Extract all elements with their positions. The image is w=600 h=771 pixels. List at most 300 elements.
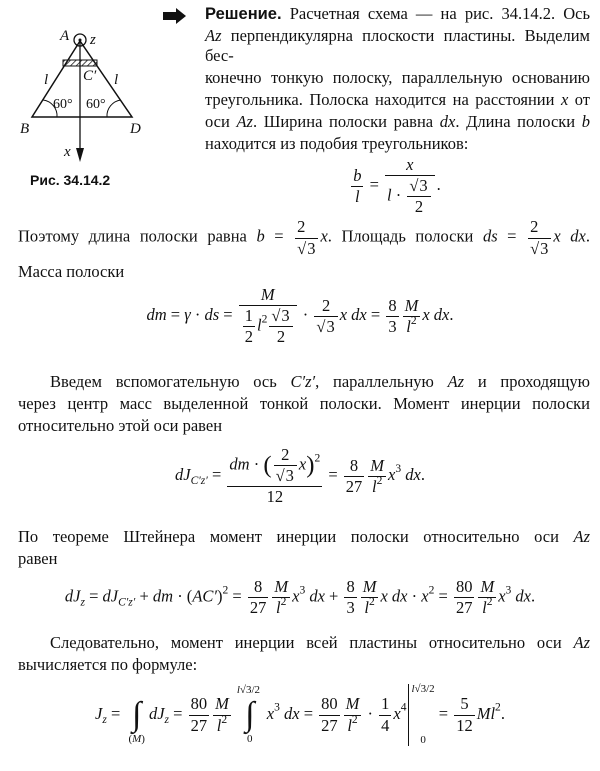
numerator (454, 695, 475, 715)
math-symbol: z (102, 713, 107, 726)
text-run: 1 (244, 306, 253, 326)
math-symbol: AC′ (192, 586, 218, 606)
text-run: 27 (190, 715, 208, 735)
math-symbol: l (347, 715, 352, 735)
text-run: = (365, 174, 384, 194)
denominator (386, 317, 398, 336)
text-run: = (228, 586, 246, 606)
text-run: По теореме Штейнера момент инерции полоски относительно оси (18, 527, 574, 546)
integral-sign: ∫ (132, 696, 142, 733)
text-run: треугольника. Полоска находится на расстоянии (205, 90, 561, 109)
radicand (418, 175, 428, 195)
text-run: 3 (299, 584, 306, 597)
label-C: C′ (83, 68, 97, 84)
fraction (379, 695, 391, 734)
math-symbol: l (276, 598, 281, 618)
text-run: , параллельную (315, 372, 448, 391)
x-axis-arrow (76, 148, 84, 162)
math-symbol: M (274, 577, 289, 596)
text-run: = (106, 703, 125, 723)
denominator (385, 176, 435, 216)
text-run: относительно этой оси равен (18, 416, 223, 435)
solution-heading: Решение. (205, 5, 282, 23)
math-symbol: x (560, 90, 569, 109)
square-root: √3 (530, 238, 549, 258)
text-run: = (434, 703, 453, 723)
text-run: 12 (266, 487, 284, 507)
text-run: перпендикулярна плоскости пластины. Выделим бес- (205, 26, 590, 65)
text-run: 2 (495, 701, 501, 714)
radicand (325, 316, 335, 336)
superscript (281, 596, 287, 608)
text-run: = (497, 226, 527, 246)
math-symbol: Az (573, 527, 590, 546)
text-run: · (391, 185, 406, 205)
text-run: = (219, 304, 237, 324)
text-run: . (436, 174, 441, 194)
lower-limit (128, 734, 145, 745)
display-formula (0, 684, 600, 746)
math-symbol: x dx (422, 304, 450, 324)
fraction (274, 446, 297, 485)
fraction (269, 307, 292, 346)
superscript (262, 313, 268, 325)
text-run: . Площадь полоски (327, 226, 483, 246)
fraction (385, 156, 435, 216)
text-line (205, 112, 590, 132)
text-run: = (324, 464, 342, 484)
text-run: + (324, 586, 343, 606)
text-run: Поэтому длина полоски равна (18, 226, 257, 246)
text-run: 2 (486, 596, 493, 609)
numerator (385, 156, 435, 176)
text-run: = (299, 703, 318, 723)
denominator (361, 598, 379, 617)
text-run: находится из подобия треугольников: (205, 134, 469, 153)
text-run: · (190, 304, 205, 324)
text-run: 2 (428, 584, 435, 597)
math-symbol: l (355, 186, 360, 206)
fraction (454, 578, 475, 617)
label-D: D (130, 121, 141, 137)
label-B: B (20, 121, 30, 137)
upper-limit (411, 684, 434, 695)
label-z: z (90, 32, 96, 48)
numerator (239, 286, 297, 306)
text-line (205, 90, 590, 110)
denominator (407, 197, 430, 216)
text-run: Следовательно, момент инерции всей пластины относительно оси (50, 633, 574, 652)
text-run: 2 (261, 313, 268, 326)
math-symbol: dx (439, 112, 456, 131)
denominator (274, 466, 297, 485)
paren: ) (306, 451, 315, 479)
superscript (411, 315, 417, 327)
math-symbol: x dx (553, 226, 586, 246)
denominator (344, 713, 362, 735)
text-run: Расчетная схема — на рис. 34.14.2. Ось (281, 4, 590, 23)
text-run: 3 (388, 316, 397, 336)
text-run: · ( (173, 586, 193, 606)
text-run: 8 (349, 455, 359, 475)
fraction (351, 167, 363, 206)
text-run: 2 (414, 197, 424, 217)
radicand (306, 238, 316, 258)
integral-sign: ∫ (245, 696, 255, 733)
denominator (314, 317, 337, 336)
display-formula (0, 286, 600, 346)
angle-arc-right (107, 100, 121, 117)
numerator (269, 307, 292, 327)
math-symbol: x (393, 703, 401, 723)
denominator (454, 716, 475, 735)
text-line (205, 68, 590, 88)
math-symbol: l (406, 316, 411, 336)
numerator (351, 167, 363, 187)
math-symbol: b (353, 165, 362, 185)
text-run: Масса полоски (18, 262, 125, 281)
text-run: 27 (321, 715, 338, 735)
denominator (248, 598, 269, 617)
denominator (528, 239, 551, 258)
text-run: 3 (540, 238, 549, 258)
math-symbol: M (215, 694, 229, 714)
text-run: 3 (274, 701, 280, 714)
text-run: 2 (351, 713, 358, 726)
fraction (248, 578, 269, 617)
denominator (454, 598, 475, 617)
text-run: 3 (281, 306, 290, 326)
text-line (18, 549, 57, 569)
text-line (50, 633, 590, 653)
text-run: = (84, 586, 103, 606)
math-symbol: l (371, 476, 377, 496)
paren: ( (263, 451, 272, 479)
math-symbol: x (298, 454, 307, 474)
text-run: 2 (321, 295, 331, 315)
math-symbol: x (292, 586, 300, 606)
denominator (269, 327, 292, 346)
radicand (539, 238, 549, 258)
math-symbol: dm (229, 454, 250, 474)
math-symbol: M (404, 295, 419, 315)
math-symbol: J (95, 703, 103, 723)
text-run: оси (205, 112, 237, 131)
text-run: 80 (455, 577, 473, 596)
superscript (314, 452, 320, 464)
numerator (274, 446, 297, 466)
math-symbol: dJ (102, 586, 119, 606)
fraction (189, 695, 210, 734)
math-symbol: dx (401, 464, 421, 484)
fraction (361, 578, 379, 617)
text-line (18, 262, 124, 282)
label-x: x (64, 144, 71, 160)
math-symbol: z (164, 713, 170, 726)
text-run: 0 (247, 733, 253, 745)
text-run: 3 (505, 584, 512, 597)
text-run: 2 (369, 596, 375, 609)
numerator (189, 695, 210, 715)
text-run: 1 (381, 694, 390, 714)
math-symbol: C′z′ (290, 372, 316, 391)
fraction (239, 286, 297, 346)
square-root: √3 (275, 466, 294, 486)
text-run: и проходящую (464, 372, 590, 391)
text-line (18, 527, 590, 547)
fraction (454, 695, 475, 734)
text-run: 2 (222, 584, 229, 597)
display-formula (0, 446, 600, 506)
math-symbol: l (387, 185, 392, 205)
math-symbol: b (256, 226, 265, 246)
text-run: . (500, 703, 505, 723)
text-run: · (249, 454, 264, 474)
text-run: 80 (190, 694, 208, 714)
text-run: 2 (376, 474, 383, 487)
math-symbol: l (364, 598, 370, 618)
square-root: √3 (297, 238, 316, 258)
numerator (319, 695, 340, 715)
text-run: √3/2 (239, 684, 260, 696)
fraction (344, 457, 365, 496)
display-formula (190, 156, 600, 216)
fraction (407, 177, 430, 216)
fraction (213, 695, 231, 734)
text-run: 2 (530, 217, 539, 237)
triangle-figure (0, 0, 200, 200)
text-run: 27 (345, 476, 363, 496)
math-symbol: l (411, 683, 415, 695)
numerator (243, 307, 255, 327)
math-symbol: dJ (175, 464, 191, 484)
fraction (272, 578, 290, 617)
math-symbol: x dx (380, 586, 408, 606)
angle-right: 60° (86, 97, 106, 112)
fraction (344, 578, 356, 617)
radicand (285, 465, 295, 485)
text-run: через центр масс выделенной тонкой полоски. Момент инерции полоски (18, 394, 590, 413)
text-run: 3 (419, 176, 428, 196)
label-l-right: l (114, 72, 119, 88)
text-run: . Ширина полоски равна (252, 112, 440, 131)
numerator (386, 297, 398, 317)
square-root: √3 (316, 316, 335, 336)
arrow-right-icon (163, 8, 186, 24)
numerator (379, 695, 391, 715)
text-run: 3 (346, 598, 355, 618)
figure-caption: Рис. 34.14.2 (30, 172, 111, 188)
text-run: · (298, 304, 313, 324)
math-symbol: dJ (64, 586, 81, 606)
integral (128, 685, 145, 745)
angle-left: 60° (53, 97, 73, 112)
text-run: 4 (400, 701, 407, 714)
math-symbol: C′z′ (190, 475, 208, 488)
math-symbol: dx (279, 703, 300, 723)
text-line (205, 4, 590, 24)
text-run: конечно тонкую полоску, параллельную основанию (205, 68, 590, 87)
text-run: 27 (455, 598, 473, 618)
text-run: 8 (388, 295, 397, 315)
math-symbol: M (132, 733, 142, 745)
math-symbol: γ (184, 304, 191, 324)
text-run: = (169, 703, 187, 723)
text-line (50, 372, 590, 392)
numerator (227, 446, 322, 487)
fraction (403, 297, 421, 336)
math-symbol: l (216, 715, 222, 735)
math-symbol: M (362, 577, 377, 596)
math-symbol: l (482, 598, 487, 618)
superscript (487, 596, 493, 608)
fraction (295, 218, 318, 257)
math-symbol: x (421, 586, 429, 606)
denominator (319, 716, 340, 735)
text-run: = (264, 226, 294, 246)
numerator (528, 218, 551, 238)
superscript (221, 713, 227, 725)
numerator (407, 177, 430, 197)
text-run: = (166, 304, 185, 324)
superscript (401, 702, 407, 714)
math-symbol: Az (573, 633, 590, 652)
fraction (319, 695, 340, 734)
math-symbol: l (256, 315, 262, 335)
math-symbol: Az (236, 112, 253, 131)
math-symbol: x (320, 226, 328, 246)
fraction (314, 297, 337, 336)
lower-limit (411, 735, 434, 746)
text-run: 3 (285, 466, 294, 486)
denominator (189, 716, 210, 735)
numerator (295, 218, 318, 238)
math-symbol: Az (447, 372, 465, 391)
numerator (344, 578, 356, 598)
math-symbol: ds (204, 304, 220, 324)
text-run: 5 (460, 694, 469, 714)
fraction (368, 457, 386, 496)
numerator (344, 457, 365, 477)
text-run: 3 (326, 316, 335, 336)
math-symbol: M (260, 285, 275, 304)
integral (237, 685, 263, 745)
math-symbol: x (266, 703, 275, 723)
text-run: 2 (221, 713, 228, 726)
text-run: = (434, 586, 452, 606)
superscript (352, 713, 358, 725)
denominator (243, 327, 255, 346)
text-line (18, 416, 222, 436)
fraction (386, 297, 398, 336)
text-run: ) (141, 733, 145, 745)
denominator (379, 716, 391, 735)
text-line (18, 394, 590, 414)
math-symbol: ds (482, 226, 498, 246)
text-run: ( (128, 733, 133, 745)
denominator (351, 187, 363, 206)
upper-limit (128, 685, 145, 696)
denominator (272, 598, 290, 617)
denominator (239, 306, 297, 346)
text-run: 2 (276, 327, 286, 347)
text-line (18, 218, 590, 257)
math-symbol: M (345, 694, 360, 714)
superscript (369, 596, 375, 608)
square-root: √3 (409, 176, 428, 196)
denominator (213, 713, 231, 735)
math-symbol: x (388, 464, 396, 484)
numerator (248, 578, 269, 598)
text-run: Введем вспомогательную ось (50, 372, 291, 391)
text-run: ) (217, 586, 223, 606)
text-run: 2 (281, 445, 290, 464)
lower-limit (237, 734, 263, 745)
text-run: 3 (395, 462, 402, 475)
text-run: 8 (346, 577, 355, 596)
denominator (295, 239, 318, 258)
text-run: 2 (314, 452, 321, 465)
numerator (454, 578, 475, 598)
radicand (280, 305, 290, 325)
math-symbol: dx (511, 586, 531, 606)
text-run: 2 (280, 596, 287, 609)
superscript (377, 475, 383, 487)
denominator (478, 598, 496, 617)
fraction (478, 578, 496, 617)
text-run: + (135, 586, 153, 606)
denominator (344, 477, 365, 496)
denominator (344, 598, 356, 617)
math-symbol: M (370, 455, 385, 475)
math-symbol: dJ (148, 703, 165, 723)
evaluation-bar (408, 684, 434, 746)
math-symbol: C′z′ (118, 596, 136, 609)
math-symbol: z (80, 596, 85, 609)
denominator (368, 474, 386, 496)
text-run: · (363, 703, 378, 723)
denominator (227, 487, 322, 506)
text-run: = (366, 304, 385, 324)
subscript (191, 475, 208, 487)
text-run: вычисляется по формуле: (18, 655, 198, 674)
text-run: 3 (307, 238, 316, 258)
text-run: 0 (420, 734, 426, 746)
text-run: . Длина полоски (455, 112, 582, 131)
denominator (403, 314, 421, 336)
text-run: 2 (410, 314, 417, 327)
text-line (205, 134, 468, 154)
text-run: . (531, 586, 536, 606)
text-run: от (568, 90, 590, 109)
display-formula (0, 578, 600, 617)
math-symbol: dm (146, 304, 167, 324)
math-symbol: M (480, 577, 495, 596)
math-symbol: x (498, 586, 506, 606)
text-run: · (407, 586, 422, 606)
text-run: 8 (253, 577, 263, 596)
square-root: √3 (271, 306, 290, 326)
math-symbol: Ml (476, 703, 496, 723)
text-run: 2 (297, 217, 306, 237)
text-run: 2 (244, 327, 253, 347)
text-run: равен (18, 549, 58, 568)
fraction (344, 695, 362, 734)
math-symbol: b (581, 112, 590, 131)
math-symbol: dm (152, 586, 174, 606)
fraction (227, 446, 322, 506)
label-l-left: l (44, 72, 49, 88)
